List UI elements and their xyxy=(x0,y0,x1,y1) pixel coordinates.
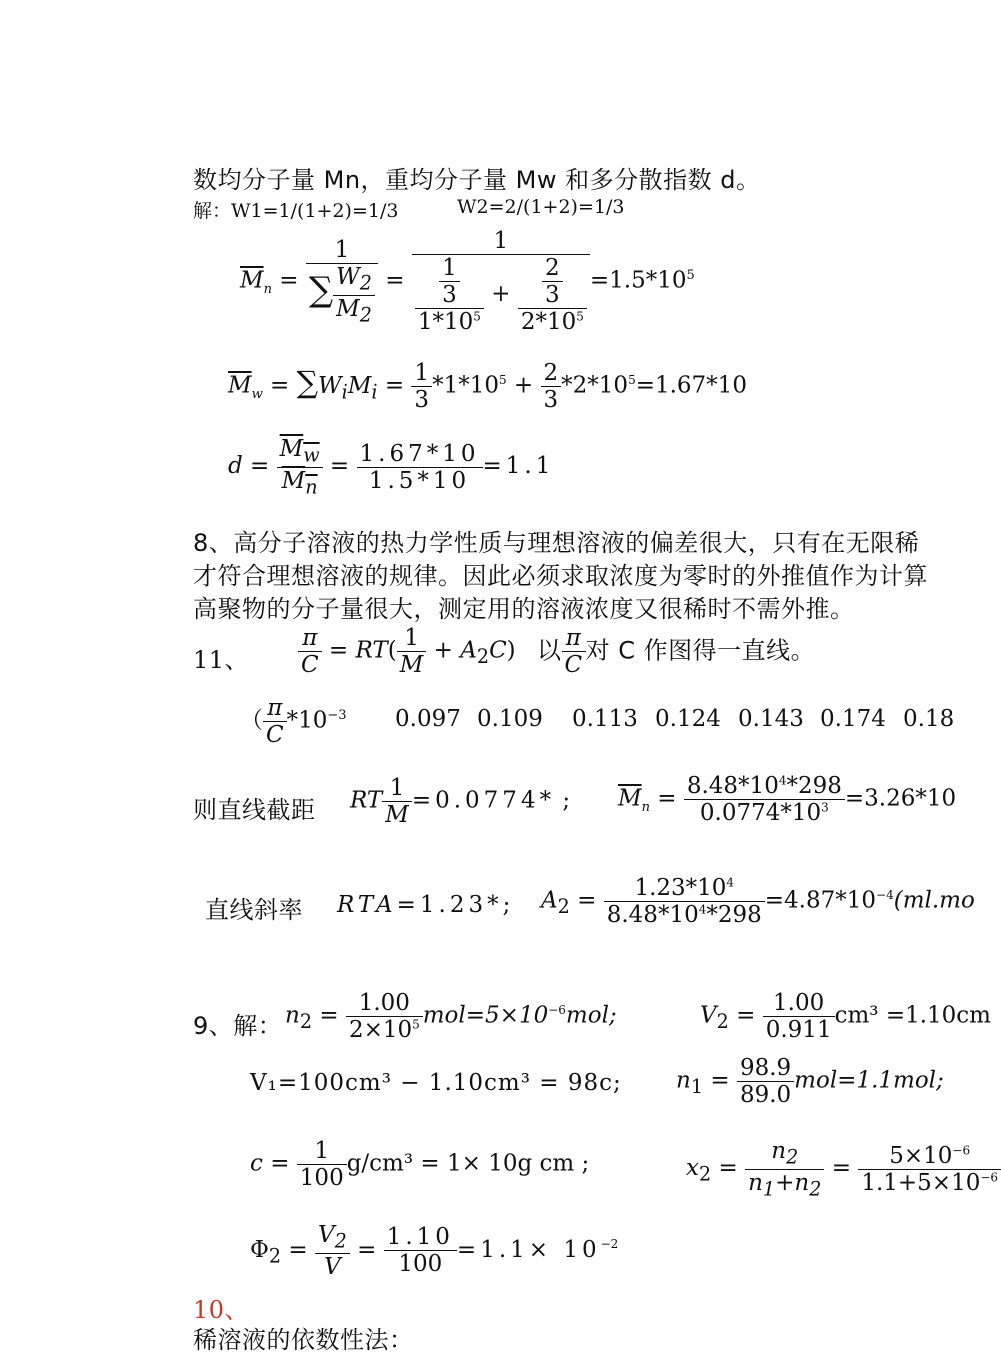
w2-text: W2=2/(1+2)=1/3 xyxy=(457,196,625,218)
question-text: 数均分子量 Mn，重均分子量 Mw 和多分散指数 d。 xyxy=(193,166,761,194)
section8-line2: 才符合理想溶液的规律。因此必须求取浓度为零时的外推值作为计算 xyxy=(193,562,928,590)
c-formula: c = $\frac{1}{100}$ g/cm³ = 1× 10g cm ; xyxy=(250,1138,590,1191)
table-value: 0.174 xyxy=(820,706,886,732)
n1-formula: $n_1$ = $\frac{98.9}{89.0}$ mol=1.1mol; xyxy=(676,1055,944,1108)
section11-text: 以 $\frac{\pi}{C}$ 对 C 作图得一直线。 xyxy=(537,625,816,678)
v1-formula: V₁=100cm³ − 1.10cm³ = 98c; xyxy=(250,1070,622,1096)
section11-label: 11、 xyxy=(193,646,250,674)
section10-text: 稀溶液的依数性法： xyxy=(193,1326,414,1354)
section11-formula: $\frac{\pi}{C}$ = RT( $\frac{1}{M}$ + $A_2C$) xyxy=(298,625,516,678)
x2-formula: $x_2$ = $\frac{n_2}{n_1+n_2}$ = $\frac{5\times 10^{-6}}{1.1+5\times 10^{-6}}$ xyxy=(686,1138,1001,1200)
v2-formula: $V_2$ = $\frac{1.00}{0.911}$ cm³ =1.10cm xyxy=(700,990,991,1043)
table-value: 0.18 xyxy=(903,706,955,732)
table-value: 0.113 xyxy=(572,706,638,732)
mw-formula: $\overline{M}_w = \sum W_iM_i$ = $\frac{1}{3}$ $*1*10^5$ + $\frac{2}{3}$ $*2*10^5=1.67*10$ xyxy=(228,360,747,413)
intercept-label: 则直线截距 xyxy=(193,796,316,824)
slope-formula: RTA=1.23*; xyxy=(337,892,511,918)
pi-c-table-label: （ $\frac{\pi}{C}$ $*10^{-3}$ xyxy=(240,695,347,748)
table-value: 0.124 xyxy=(655,706,721,732)
solution-label: 解：W1=1/(1+2)=1/3 xyxy=(193,200,399,222)
section9-label: 9、解： xyxy=(193,1012,283,1040)
d-formula: d = $\frac{M_w}{M_n}$ = $\frac{1.67*10}{1.5*10}$ =1.1 xyxy=(228,436,555,499)
mn-calc: $\overline{M}_n$ = $\frac{8.48*10^4*298}{0.0774*10^3}$ =3.26*10 xyxy=(618,773,957,826)
phi-formula: $\Phi_2$ = $\frac{V_2}{V}$ = $\frac{1.10}{100}$ $=1.1\times 10^{-2}$ xyxy=(250,1222,619,1280)
n2-formula: $n_2$ = $\frac{1.00}{2\times 10^5}$ $mol=5\times 10^{-6}mol$; xyxy=(285,990,617,1043)
section8-line3: 高聚物的分子量很大，测定用的溶液浓度又很稀时不需外推。 xyxy=(193,595,855,623)
mn-formula: $\overline{M}_n$ = 1 ∑ $\frac{W_2}{M_2}$ = 1 $\frac{\frac{1}{3}}{1*10^5}$ + $\frac{\frac{2}{3}}{2*10^5}$ $=1.5*10^5$ xyxy=(240,228,695,335)
table-value: 0.143 xyxy=(738,706,804,732)
table-value: 0.097 xyxy=(395,706,461,732)
a2-calc: $A_2$ = $\frac{1.23*10^4}{8.48*10^4*298}$ $=4.87*10^{-4}(ml.mo$ xyxy=(541,875,975,928)
table-value: 0.109 xyxy=(477,706,543,732)
section10-label: 10、 xyxy=(193,1296,250,1324)
slope-label: 直线斜率 xyxy=(205,896,303,924)
section8-line1: 8、高分子溶液的热力学性质与理想溶液的偏差很大，只有在无限稀 xyxy=(193,529,920,557)
intercept-formula: RT $\frac{1}{M}$ =0.0774* ; xyxy=(350,775,571,828)
